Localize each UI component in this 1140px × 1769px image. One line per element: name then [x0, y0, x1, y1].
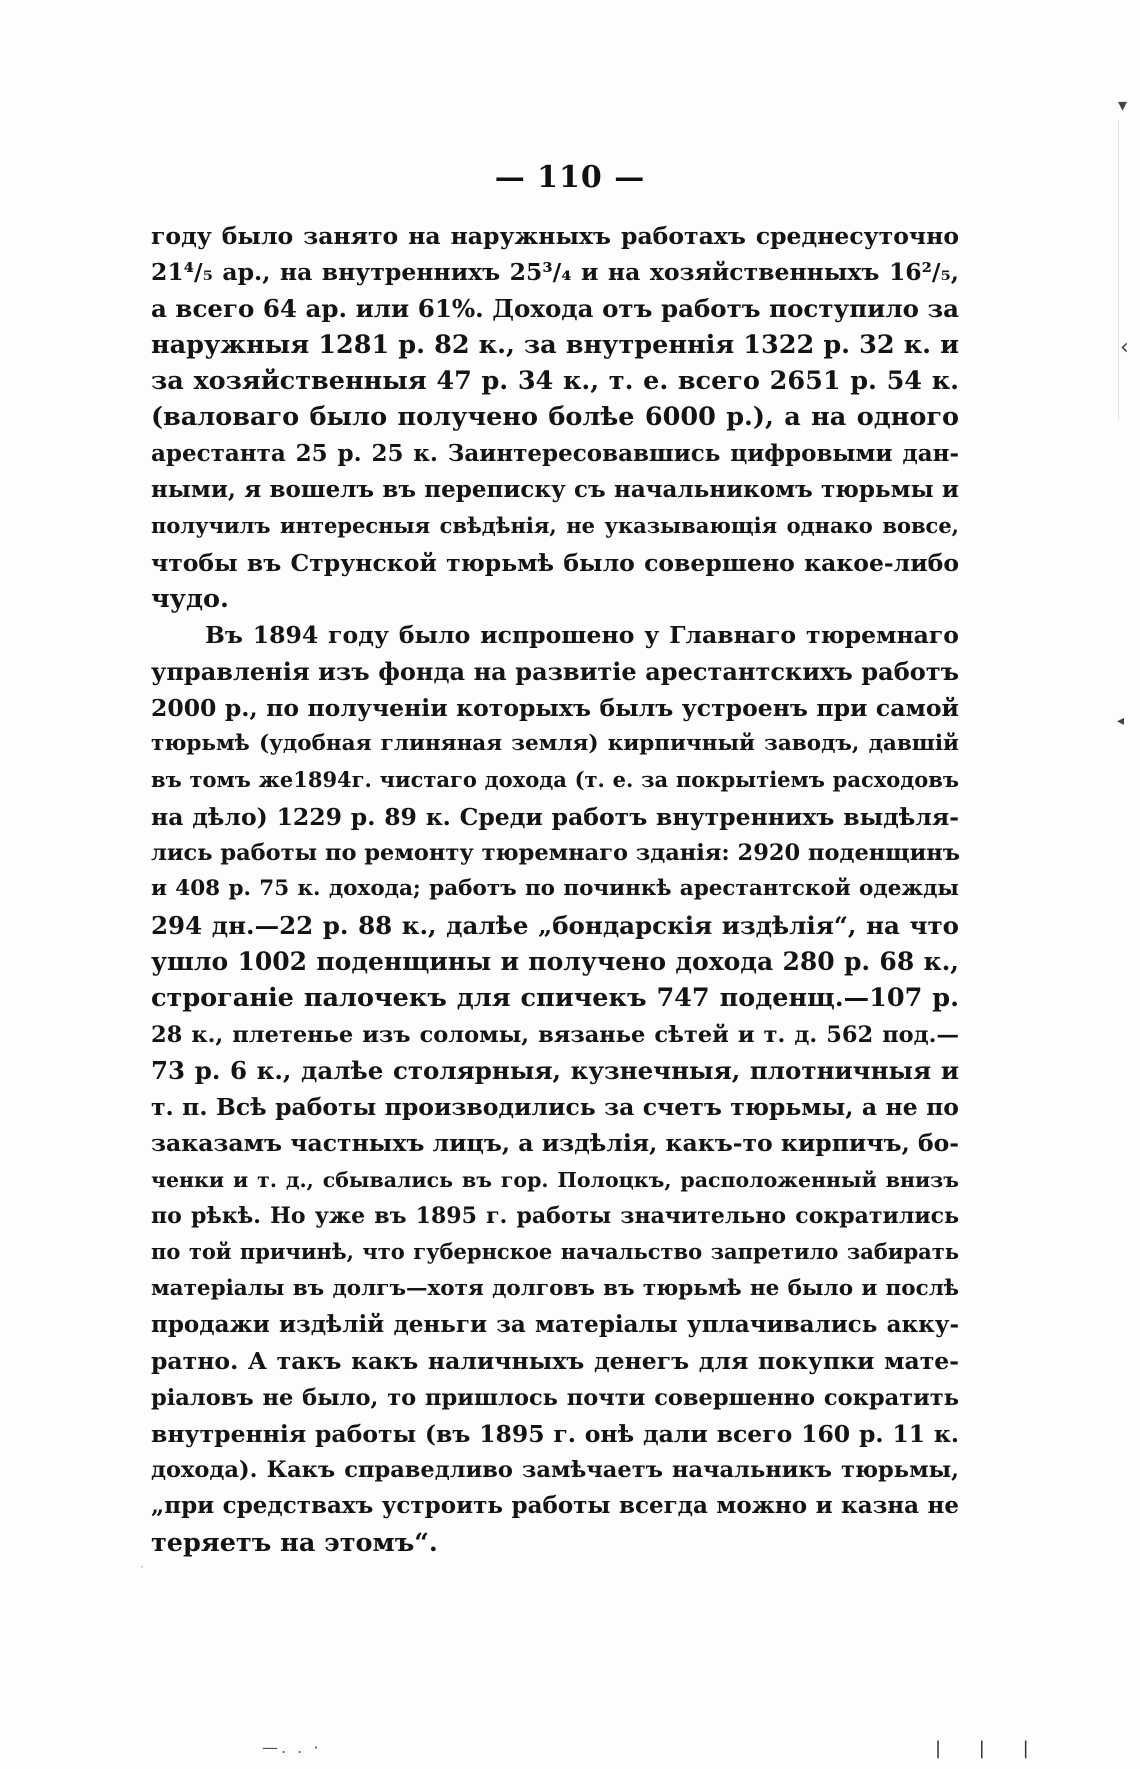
text-line: 2000 р., по полученіи которыхъ былъ устроенъ при самой [151, 693, 959, 722]
text-line: внутреннія работы (въ 1895 г. онѣ дали всего 160 р. 11 к. [151, 1419, 959, 1448]
text-line: ріаловъ не было, то пришлось почти совершенно сократить [151, 1384, 959, 1411]
margin-dot: · [140, 1560, 144, 1574]
text-line: за хозяйственныя 47 р. 34 к., т. е. всего 2651 р. 54 к. [151, 366, 959, 397]
text-line: теряетъ на этомъ“. [151, 1527, 438, 1558]
margin-mark: ◂ [1117, 713, 1125, 729]
text-line: арестанта 25 р. 25 к. Заинтересовавшись цифровыми дан- [151, 439, 959, 467]
text-line: на дѣло) 1229 р. 89 к. Среди работъ внутреннихъ выдѣля- [151, 802, 959, 831]
text-line: 28 к., плетенье изъ соломы, вязанье сѣтей и т. д. 562 под.— [151, 1021, 959, 1048]
text-line: и 408 р. 75 к. дохода; работъ по починкѣ арестантской одежды [151, 876, 959, 902]
text-line: году было занято на наружныхъ работахъ среднесуточно [151, 222, 959, 250]
text-line: получилъ интересныя свѣдѣнія, не указывающія однако вовсе, [151, 513, 959, 539]
text-line: матеріалы въ долгъ—хотя долговъ въ тюрьмѣ не было и послѣ [151, 1275, 959, 1301]
footer-marks-right: | | | [935, 1738, 1045, 1759]
text-line: „при средствахъ устроить работы всегда можно и казна не [151, 1492, 959, 1520]
text-line: по рѣкѣ. Но уже въ 1895 г. работы значительно сократились [151, 1203, 959, 1230]
text-line: 294 дн.—22 р. 88 к., далѣе „бондарскія издѣлія“, на что [151, 910, 959, 940]
page-number: — 110 — [494, 160, 646, 195]
text-line: дохода). Какъ справедливо замѣчаетъ начальникъ тюрьмы, [151, 1457, 959, 1484]
text-line: заказамъ частныхъ лицъ, а издѣлія, какъ-то кирпичъ, бо- [151, 1129, 960, 1158]
text-line: въ томъ же1894г. чистаго дохода (т. е. за покрытіемъ расходовъ [151, 767, 959, 793]
text-line: т. п. Всѣ работы производились за счетъ тюрьмы, а не по [151, 1093, 959, 1122]
text-line: а всего 64 ар. или 61%. Дохода отъ работъ поступило за [151, 293, 959, 323]
text-line: продажи издѣлій деньги за матеріалы уплачивались акку- [151, 1310, 959, 1338]
text-line: чтобы въ Струнской тюрьмѣ было совершено какое-либо [151, 548, 959, 577]
text-line: тюрьмѣ (удобная глиняная земля) кирпичный заводъ, давшій [151, 731, 959, 757]
text-line: управленія изъ фонда на развитіе арестантскихъ работъ [151, 656, 959, 686]
text-line: чудо. [151, 583, 229, 614]
text-line: (валоваго было получено болѣе 6000 р.), а на одного [151, 402, 959, 433]
text-line: наружныя 1281 р. 82 к., за внутреннія 1322 р. 32 к. и [151, 329, 959, 360]
text-line: ными, я вошелъ въ переписку съ начальникомъ тюрьмы и [151, 476, 959, 504]
text-line: строганіе палочекъ для спичекъ 747 поденщ.—107 р. [151, 983, 959, 1014]
margin-mark: ▾ [1118, 95, 1128, 116]
margin-mark: ‹ [1120, 335, 1129, 360]
body-text [151, 218, 959, 1561]
text-line: ченки и т. д., сбывались въ гор. Полоцкъ, расположенный внизъ [151, 1167, 959, 1192]
text-line: лись работы по ремонту тюремнаго зданія: 2920 поденщинъ [151, 840, 961, 867]
text-line: ратно. А такъ какъ наличныхъ денегъ для покупки мате- [151, 1347, 959, 1376]
footer-marks-left: —. . · [262, 1738, 322, 1757]
text-line: по той причинѣ, что губернское начальство запретило забирать [151, 1239, 959, 1265]
text-line: ушло 1002 поденщины и получено дохода 280 р. 68 к., [151, 946, 959, 976]
text-line: 73 р. 6 к., далѣе столярныя, кузнечныя, плотничныя и [151, 1055, 959, 1085]
text-line: 21⁴/₅ ар., на внутреннихъ 25³/₄ и на хозяйственныхъ 16²/₅, [151, 258, 959, 287]
text-line: Въ 1894 году было испрошено у Главнаго тюремнаго [205, 621, 959, 650]
